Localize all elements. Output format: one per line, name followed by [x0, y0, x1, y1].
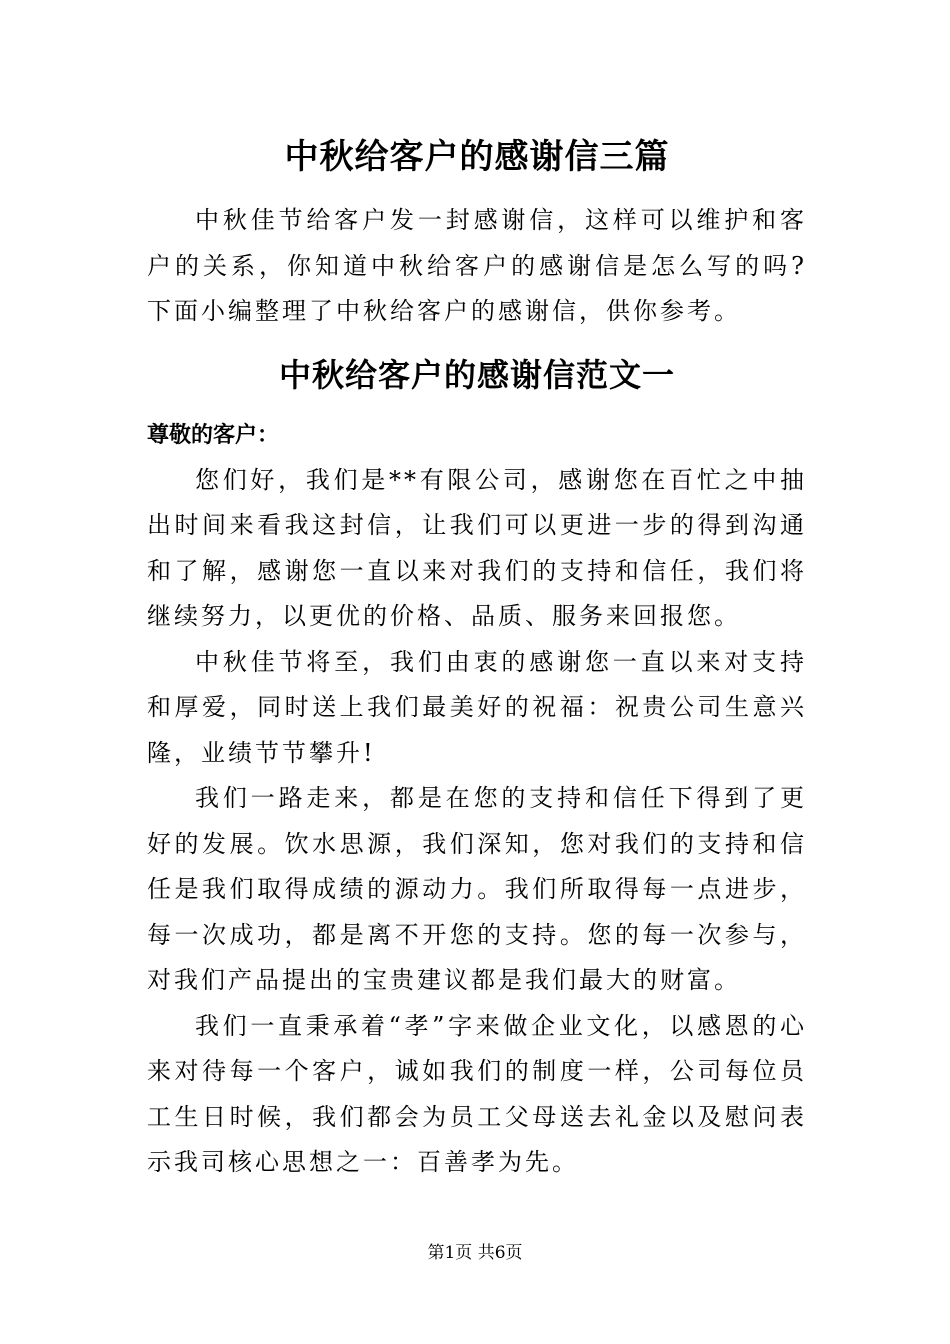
- body-paragraph: 中秋佳节将至，我们由衷的感谢您一直以来对支持和厚爱，同时送上我们最美好的祝福：祝贵公司生意兴隆，业绩节节攀升!: [147, 647, 807, 767]
- body-paragraph: 我们一直秉承着“孝”字来做企业文化，以感恩的心来对待每一个客户，诚如我们的制度一样，公司每位员工生日时候，我们都会为员工父母送去礼金以及慰问表示我司核心思想之一：百善孝为先。: [147, 1011, 807, 1176]
- document-body: [147, 128, 807, 1186]
- body-paragraph: 我们一路走来，都是在您的支持和信任下得到了更好的发展。饮水思源，我们深知，您对我们的支持和信任是我们取得成绩的源动力。我们所取得每一点进步，每一次成功，都是离不开您的支持。您的每一次参与，对我们产品提出的宝贵建议都是我们最大的财富。: [147, 784, 807, 994]
- salutation: 尊敬的客户：: [147, 421, 280, 448]
- intro-paragraph: 中秋佳节给客户发一封感谢信，这样可以维护和客户的关系，你知道中秋给客户的感谢信是怎么写的吗?下面小编整理了中秋给客户的感谢信，供你参考。: [147, 206, 807, 325]
- body-paragraph: 您们好，我们是**有限公司，感谢您在百忙之中抽出时间来看我这封信，让我们可以更进一步的得到沟通和了解，感谢您一直以来对我们的支持和信任，我们将继续努力，以更优的价格、品质、服务来回报您。: [147, 465, 807, 630]
- document-title: 中秋给客户的感谢信三篇: [284, 137, 670, 177]
- page-indicator: 第1页 共6页: [427, 1243, 523, 1263]
- section-title: 中秋给客户的感谢信范文一: [278, 355, 675, 394]
